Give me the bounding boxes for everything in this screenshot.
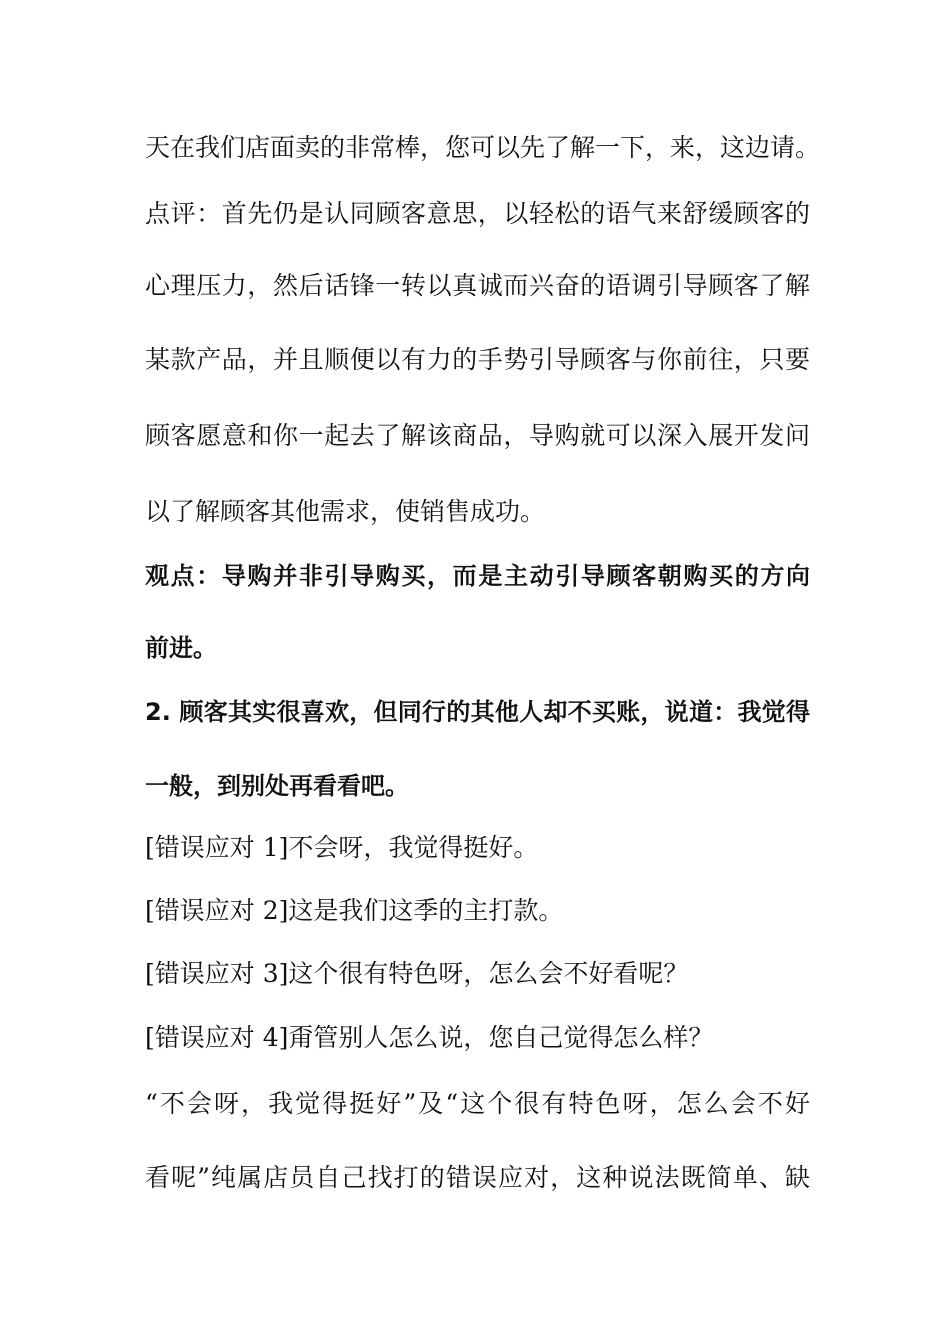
viewpoint-line-2: 前进。	[145, 634, 217, 662]
wrong-response-4: [错误应对 4]甭管别人怎么说，您自己觉得怎么样？	[145, 1023, 714, 1052]
wrong-response-3: [错误应对 3]这个很有特色呀，怎么会不好看呢？	[145, 959, 689, 988]
heading-line-1: 2. 顾客其实很喜欢，但同行的其他人却不买账，说道：我觉得	[145, 698, 810, 726]
text-line-15: “不会呀，我觉得挺好”及“这个很有特色呀，怎么会不好	[145, 1089, 810, 1118]
text-line-16: 看呢”纯属店员自己找打的错误应对，这种说法既简单、缺	[145, 1163, 810, 1192]
wrong-response-2: [错误应对 2]这是我们这季的主打款。	[145, 896, 564, 925]
text-line-6: 以了解顾客其他需求，使销售成功。	[145, 497, 546, 526]
heading-line-2: 一般，到别处再看看吧。	[145, 772, 409, 800]
wrong-response-1: [错误应对 1]不会呀，我觉得挺好。	[145, 833, 539, 862]
text-line-2: 点评：首先仍是认同顾客意思，以轻松的语气来舒缓顾客的	[145, 199, 810, 228]
text-line-5: 顾客愿意和你一起去了解该商品，导购就可以深入展开发问	[145, 421, 810, 450]
text-line-1: 天在我们店面卖的非常棒，您可以先了解一下，来，这边请。	[145, 133, 821, 162]
viewpoint-line-1: 观点：导购并非引导购买，而是主动引导顾客朝购买的方向	[145, 562, 810, 590]
text-line-4: 某款产品，并且顺便以有力的手势引导顾客与你前往，只要	[145, 345, 810, 374]
text-line-3: 心理压力，然后话锋一转以真诚而兴奋的语调引导顾客了解	[145, 271, 810, 300]
